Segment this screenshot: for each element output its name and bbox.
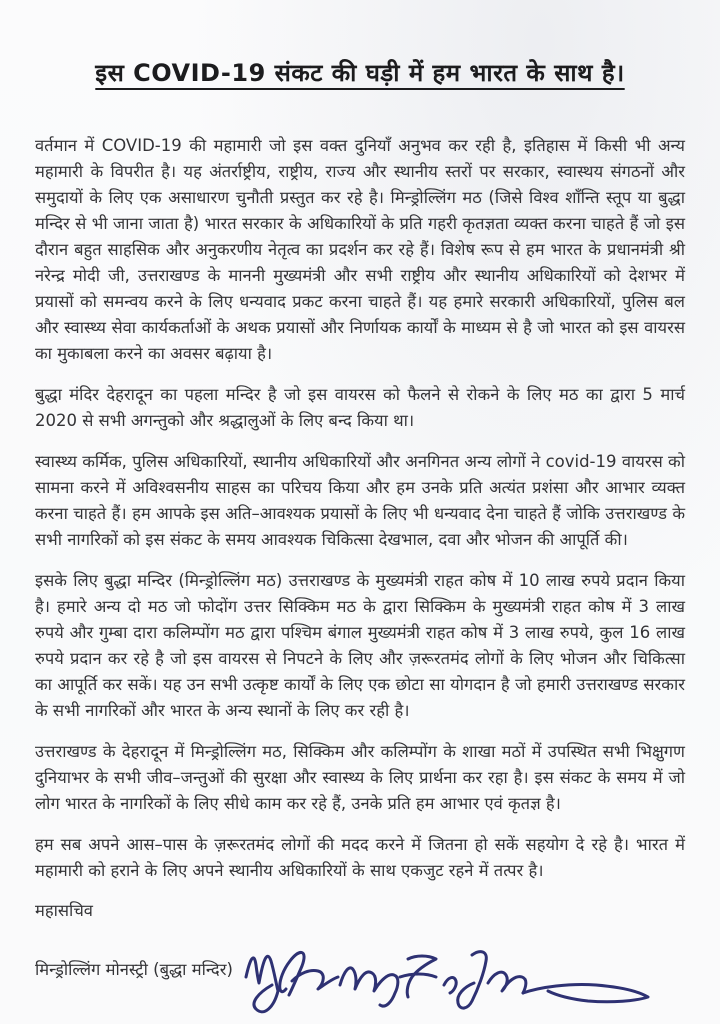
signature-block — [35, 939, 685, 1019]
paragraph-prayers: उत्तराखण्ड के देहरादून में मिन्ड्रोल्लिंग मठ, सिक्किम और कलिम्पोंग के शाखा मठों में उपस्थित सभी भिक्षुगण दुनियाभर के सभी जीव–जन्तुओं की सुरक्षा और स्वास्थ्य के लिए प्रार्थना कर रहा है। इस संकट के समय में जो लोग भारत के नागरिकों के लिए सीधे काम कर रहे हैं, उनके प्रति हम आभार एवं कृतज्ञ है। — [35, 742, 685, 813]
paragraph-gratitude-overview: वर्तमान में COVID-19 की महामारी जो इस वक्त दुनियाँ अनुभव कर रही है, इतिहास में किसी भी अन्य महामारी के विपरीत है। यह अंतर्राष्ट्रीय, राष्ट्रीय, राज्य और स्थानीय स्तरों पर सरकार, स्वास्थय संगठनों और समुदायों के लिए एक असाधारण चुनौती प्रस्तुत कर रहे है। मिन्ड्रोल्लिंग मठ (जिसे विश्व शाँन्ति स्तूप या बुद्धा मन्दिर से भी जाना जाता है) भारत सरकार के अधिकारियों के प्रति गहरी कृतज्ञता व्यक्त करना चाहते हैं जो इस दौरान बहुत साहसिक और अनुकरणीय नेतृत्व का प्रदर्शन कर रहे हैं। विशेष रूप से हम भारत के प्रधानमंत्री श्री नरेन्द्र मोदी जी, उत्तराखण्ड के माननी मुख्यमंत्री और सभी राष्ट्रीय और स्थानीय अधिकारियों को देशभर में प्रयासों को समन्वय करने के लिए धन्यवाद प्रकट करना चाहते हैं। यह हमारे सरकारी अधिकारियों, पुलिस बल और स्वास्थ्य सेवा कार्यकर्ताओं के अथक प्रयासों और निर्णायक कार्यों के माध्यम से है जो भारत को इस वायरस का मुकाबला करने का अवसर बढ़ाया है। — [35, 136, 685, 363]
paragraph-health-workers-thanks: स्वास्थ्य कर्मिक, पुलिस अधिकारियों, स्थानीय अधिकारियों और अनगिनत अन्य लोगों ने covid-19 वायरस को सामना करने में अविश्वसनीय साहस का परिचय किया और हम उनके प्रति अत्यंत प्रशंसा और आभार व्यक्त करना चाहते हैं। हम आपके इस अति–आवश्यक प्रयासों के लिए भी धन्यवाद देना चाहते हैं जोकि उत्तराखण्ड के सभी नागरिकों को इस संकट के समय आवश्यक चिकित्सा देखभाल, दवा और भोजन की आपूर्ति की। — [35, 452, 685, 549]
paragraph-temple-closure: बुद्धा मंदिर देहरादून का पहला मन्दिर है जो इस वायरस को फैलने से रोकने के लिए मठ का द्वारा 5 मार्च 2020 से सभी अगन्तुको और श्रद्धालुओं के लिए बन्द किया था। — [35, 385, 685, 430]
paragraph-solidarity: हम सब अपने आस–पास के ज़रूरतमंद लोगों की मदद करने में जितना हो सकें सहयोग दे रहे है। भारत में महामारी को हराने के लिए अपने स्थानीय अधिकारियों के साथ एकजुट रहने में तत्पर है। — [35, 835, 685, 880]
closing-organization: मिन्ड्रोल्लिंग मोनस्ट्री (बुद्धा मन्दिर) — [35, 960, 233, 979]
closing-role: महासचिव — [35, 901, 93, 920]
paragraph-donations: इसके लिए बुद्धा मन्दिर (मिन्ड्रोल्लिंग मठ) उत्तराखण्ड के मुख्यमंत्री राहत कोष में 10 लाख रुपये प्रदान किया है। हमारे अन्य दो मठ जो फोदोंग उत्तर सिक्किम मठ के द्वारा सिक्किम के मुख्यमंत्री राहत कोष में 3 लाख रुपये और गुम्बा दारा कलिम्पोंग मठ द्वारा पश्चिम बंगाल मुख्यमंत्री राहत कोष में 3 लाख रुपये, कुल 16 लाख रुपये प्रदान कर रहे है जो इस वायरस से निपटने के लिए और ज़रूरतमंद लोगों के लिए भोजन और चिकित्सा का आपूर्ति कर सकें। यह उन सभी उत्कृष्ट कार्यों के लिए एक छोटा सा योगदान है जो हमारी उत्तराखण्ड सरकार के सभी नागरिकों और भारत के अन्य स्थानों के लिए कर रही है। — [35, 571, 685, 720]
handwritten-signature-icon — [240, 933, 680, 1024]
letter-title: इस COVID-19 संकट की घड़ी में हम भारत के साथ है। — [95, 59, 625, 87]
letter-body — [35, 133, 685, 884]
